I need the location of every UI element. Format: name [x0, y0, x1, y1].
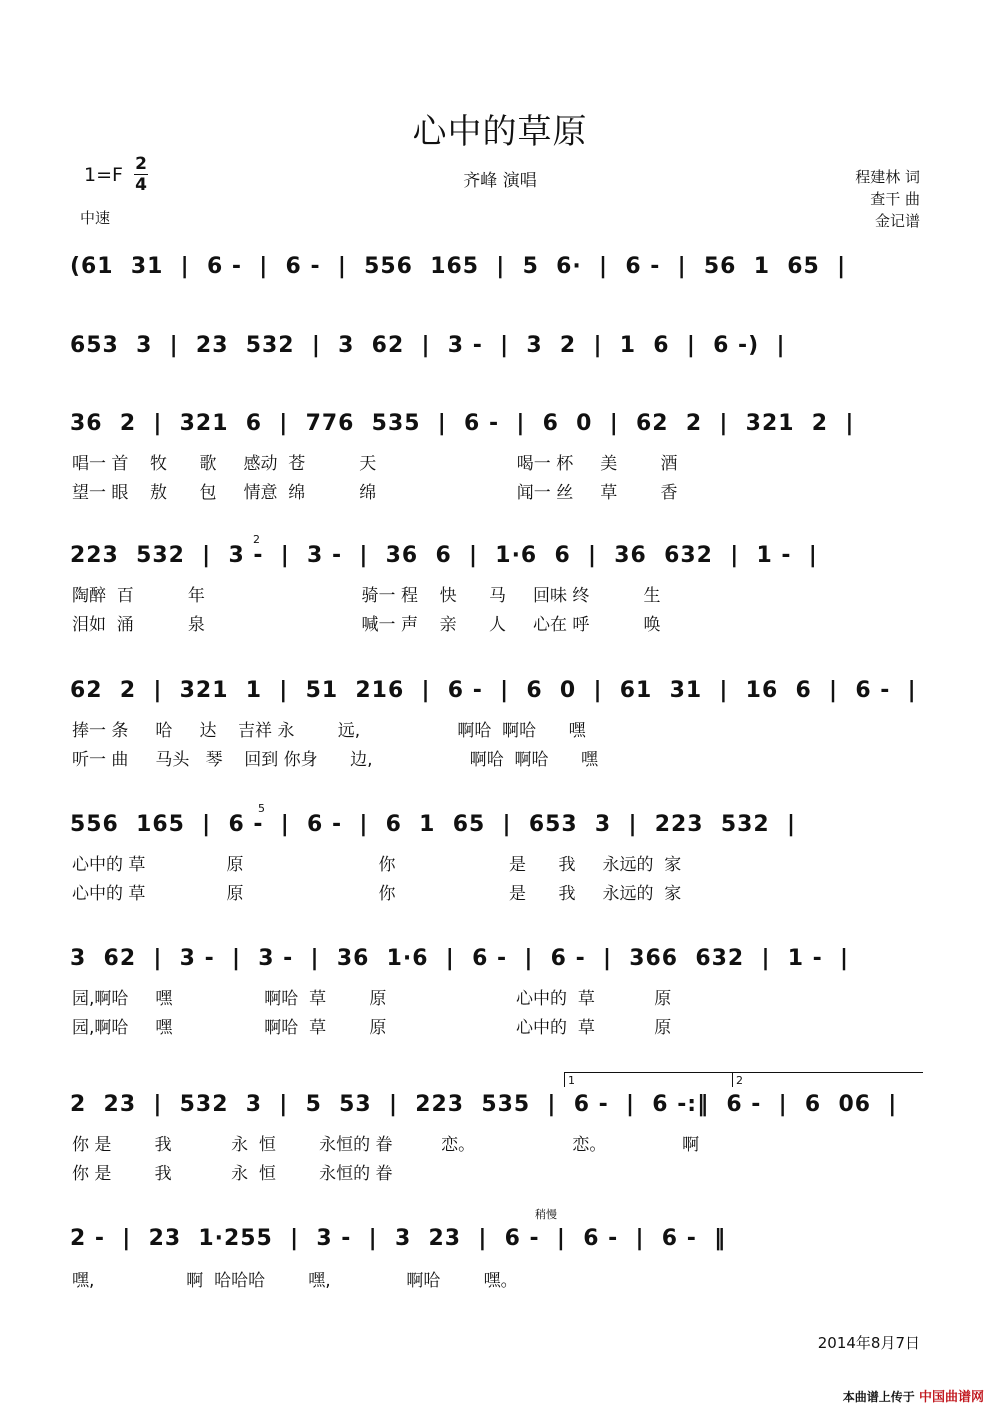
lyrics-verse-1: 园,啊哈 嘿 啊哈 草 原 心中的 草 原 — [72, 989, 672, 1009]
lyrics-verse-1: 唱一 首 牧 歌 感动 苍 天 喝一 杯 美 酒 — [72, 454, 678, 474]
notation-line: 36 2 | 321 6 | 776 535 | 6 - | 6 0 | 62 2 | 321 2 | — [70, 411, 855, 436]
time-signature — [134, 155, 148, 194]
notation-line: 2 23 | 532 3 | 5 53 | 223 535 | 6 - | 6 -:‖ 6 - | 6 06 | — [70, 1092, 898, 1117]
notation-line: 556 165 | 6 - | 6 - | 6 1 65 | 653 3 | 223 532 | — [70, 812, 796, 837]
lyrics-verse-2: 听一 曲 马头 琴 回到 你身 边, 啊哈 啊哈 嘿 — [72, 750, 598, 770]
lyrics-verse-2: 泪如 涌 泉 喊一 声 亲 人 心在 呼 唤 — [72, 615, 661, 635]
notation-line: 223 532 | 3 - | 3 - | 36 6 | 1·6 6 | 36 632 | 1 - | — [70, 543, 818, 568]
lyrics-verse-2: 园,啊哈 嘿 啊哈 草 原 心中的 草 原 — [72, 1018, 672, 1038]
singer-credit: 齐峰 演唱 — [463, 171, 537, 191]
breath-mark: 2 — [253, 533, 260, 546]
lyrics-verse-2: 心中的 草 原 你 是 我 永远的 家 — [72, 884, 682, 904]
footer-prefix: 本曲谱上传于 — [842, 1390, 915, 1404]
site-logo: 中国曲谱网 — [918, 1390, 984, 1405]
notation-line: 653 3 | 23 532 | 3 62 | 3 - | 3 2 | 1 6 | 6 -) | — [70, 333, 786, 358]
lyricist-credit: 程建林 词 — [855, 168, 920, 186]
notation-line: 3 62 | 3 - | 3 - | 36 1·6 | 6 - | 6 - | 366 632 | 1 - | — [70, 946, 850, 971]
key-signature: 1=F — [84, 164, 123, 186]
time-top: 2 — [135, 154, 147, 174]
footer-watermark — [843, 1386, 984, 1405]
transcriber-credit: 金记谱 — [874, 212, 920, 230]
lyrics-verse-2: 望一 眼 敖 包 情意 绵 绵 闻一 丝 草 香 — [72, 483, 678, 503]
volta-2-label: 2 — [736, 1074, 743, 1087]
tempo-marking: 中速 — [80, 209, 111, 227]
tempo-change-marking: 稍慢 — [535, 1208, 557, 1221]
song-title: 心中的草原 — [412, 112, 588, 152]
date-stamp: 2014年8月7日 — [817, 1334, 920, 1352]
volta-1-bracket — [564, 1072, 733, 1087]
volta-1-label: 1 — [568, 1074, 575, 1087]
volta-2-bracket — [732, 1072, 923, 1087]
lyrics-verse-1: 心中的 草 原 你 是 我 永远的 家 — [72, 855, 682, 875]
composer-credit: 查干 曲 — [870, 190, 920, 208]
lyrics-verse-1: 陶醉 百 年 骑一 程 快 马 回味 终 生 — [72, 586, 661, 606]
lyrics-verse-2: 你 是 我 永 恒 永恒的 眷 — [72, 1164, 393, 1184]
lyrics-verse-1: 你 是 我 永 恒 永恒的 眷 恋。 恋。 啊 — [72, 1135, 700, 1155]
lyrics-verse-1: 捧一 条 哈 达 吉祥 永 远, 啊哈 啊哈 嘿 — [72, 721, 586, 741]
breath-mark: 5 — [258, 802, 265, 815]
notation-line: 62 2 | 321 1 | 51 216 | 6 - | 6 0 | 61 31 | 16 6 | 6 - | — [70, 678, 917, 703]
notation-line: (61 31 | 6 - | 6 - | 556 165 | 5 6· | 6 - | 56 1 65 | — [70, 254, 847, 279]
lyrics-verse-1: 嘿, 啊 哈哈哈 嘿, 啊哈 嘿。 — [72, 1271, 518, 1291]
notation-line: 2 - | 23 1·255 | 3 - | 3 23 | 6 - | 6 - | 6 - ‖ — [70, 1226, 727, 1251]
time-bottom: 4 — [135, 175, 147, 195]
